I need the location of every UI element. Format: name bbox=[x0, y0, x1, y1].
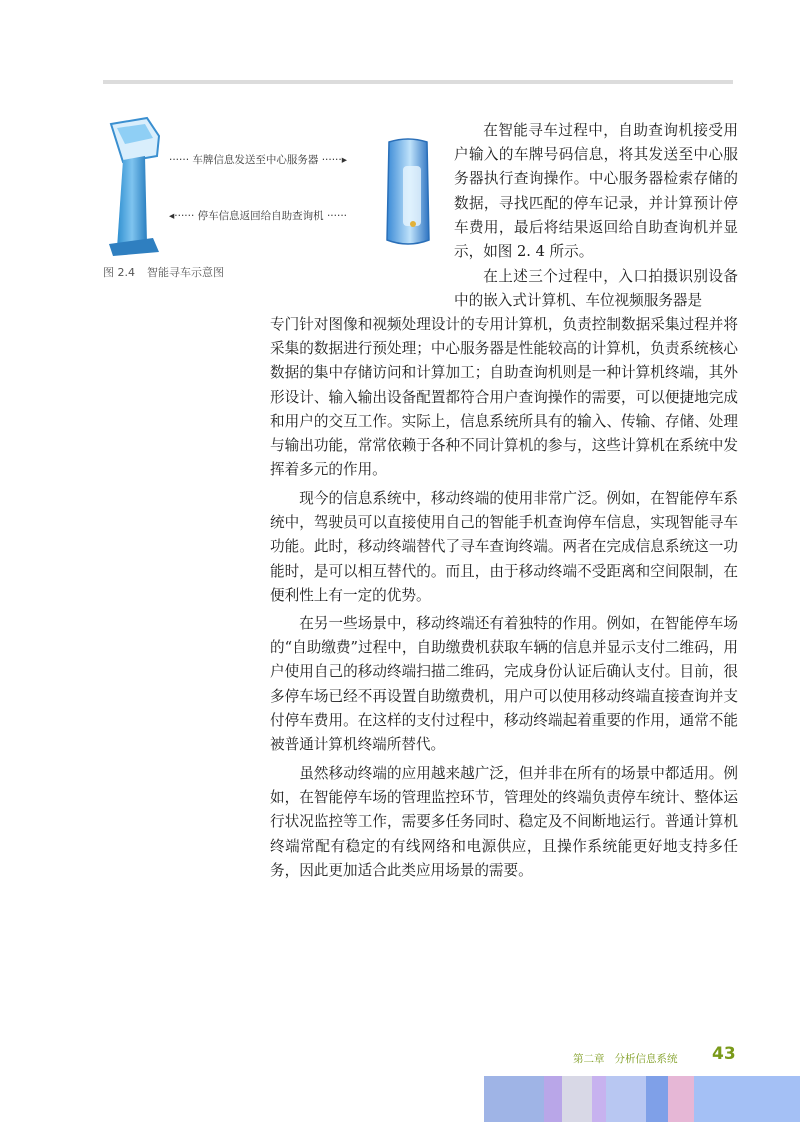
paragraph-2-continued: 专门针对图像和视频处理设计的专用计算机，负责控制数据采集过程并将采集的数据进行预处理；中心服务器是性能较高的计算机，负责系统核心数据的集中存储访问和计算加工；自助查询机则是一种计算机终端，其外形设计、输入输出设备配置都符合用户查询操作的需要，可以便捷地完成和用户的交互工作。实际上，信息系统所具有的输入、传输、存储、处理与输出功能，常常依赖于各种不同计算机的参与，这些计算机在系统中发挥着多元的作用。 bbox=[270, 316, 738, 479]
caption-number: 图 2.4 bbox=[103, 266, 135, 279]
kiosk-icon bbox=[103, 116, 163, 256]
paragraph-5: 虽然移动终端的应用越来越广泛，但并非在所有的场景中都适用。例如，在智能停车场的管理监控环节，管理处的终端负责停车统计、整体运行状况监控等工作，需要多任务同时、稳定及不间断地运行。普通计算机终端常配有稳定的有线网络和电源供应，且操作系统能更好地支持多任务，因此更加适合此类应用场景的需要。 bbox=[270, 765, 738, 879]
paragraph-1: 在智能寻车过程中，自助查询机接受用户输入的车牌号码信息，将其发送至中心服务器执行查询操作。中心服务器检索存储的数据，寻找匹配的停车记录，并计算预计停车费用，最后将结果返回给自助查询机并显示，如图 2. 4 所示。 bbox=[454, 122, 738, 261]
stripe bbox=[646, 1076, 668, 1122]
chapter-label: 第二章 bbox=[573, 1053, 605, 1065]
header-rule bbox=[103, 80, 733, 84]
arrow-label-return: ◂······ 停车信息返回给自助查询机 ······ bbox=[169, 210, 347, 222]
arrow-label-send: ······ 车牌信息发送至中心服务器 ······▸ bbox=[169, 154, 347, 166]
caption-title: 智能寻车示意图 bbox=[147, 266, 224, 279]
chapter-footer bbox=[573, 1051, 678, 1066]
figure-caption bbox=[103, 264, 224, 280]
stripe bbox=[592, 1076, 606, 1122]
stripe bbox=[668, 1076, 694, 1122]
decorative-stripes bbox=[484, 1076, 800, 1122]
server-icon bbox=[383, 136, 433, 248]
paragraph-3: 现今的信息系统中，移动终端的使用非常广泛。例如，在智能停车系统中，驾驶员可以直接使用自己的智能手机查询停车信息，实现智能寻车功能。此时，移动终端替代了寻车查询终端。两者在完成信息系统这一功能时，是可以相互替代的。而且，由于移动终端不受距离和空间限制，在便利性上有一定的优势。 bbox=[270, 490, 738, 604]
stripe bbox=[606, 1076, 646, 1122]
paragraph-2-start: 在上述三个过程中，入口拍摄识别设备中的嵌入式计算机、车位视频服务器是 bbox=[454, 268, 738, 310]
figure-smart-parking-search bbox=[103, 116, 443, 256]
stripe bbox=[562, 1076, 592, 1122]
stripe bbox=[484, 1076, 544, 1122]
stripe bbox=[694, 1076, 800, 1122]
chapter-title: 分析信息系统 bbox=[614, 1053, 678, 1065]
page-number: 43 bbox=[712, 1044, 736, 1064]
stripe bbox=[544, 1076, 562, 1122]
paragraph-4: 在另一些场景中，移动终端还有着独特的作用。例如，在智能停车场的“自助缴费”过程中，自助缴费机获取车辆的信息并显示支付二维码，用户使用自己的移动终端扫描二维码，完成身份认证后确认支付。目前，很多停车场已经不再设置自助缴费机，用户可以使用移动终端直接查询并支付停车费用。在这样的支付过程中，移动终端起着重要的作用，通常不能被普通计算机终端所替代。 bbox=[270, 615, 738, 754]
